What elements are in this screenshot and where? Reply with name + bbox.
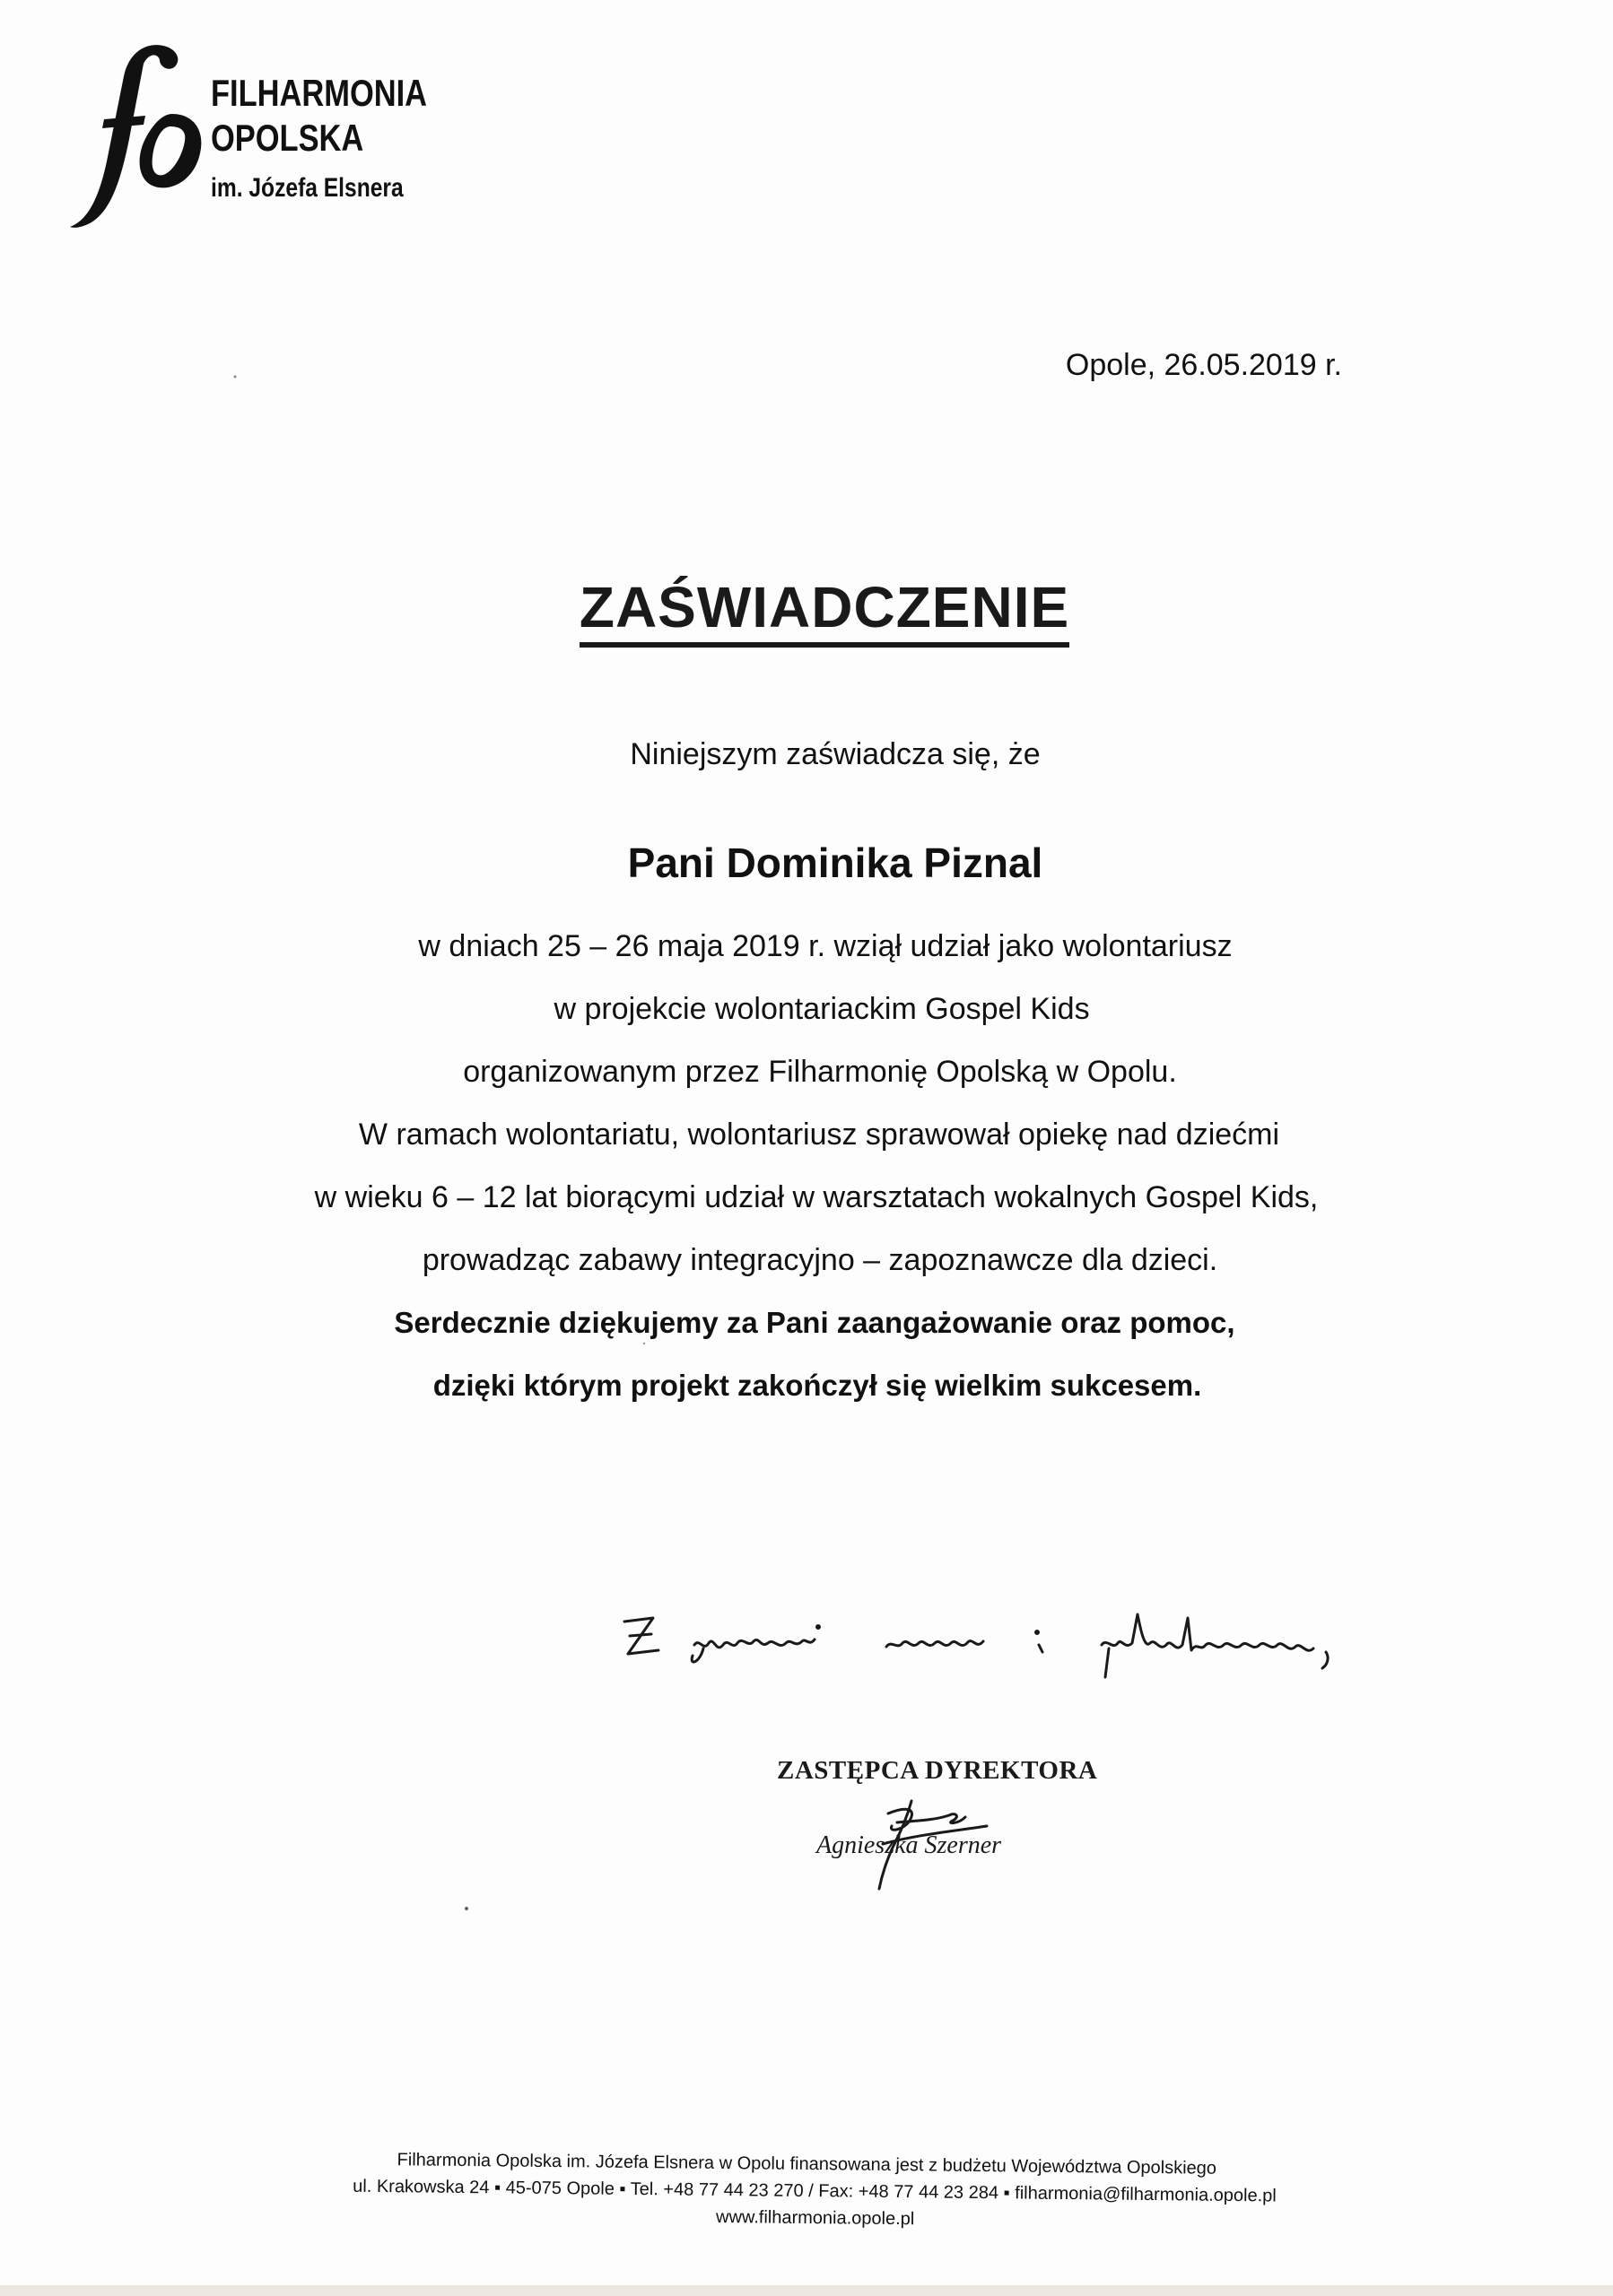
footer-line-website: www.filharmonia.opole.pl (715, 2206, 915, 2230)
footer (0, 2143, 1613, 2240)
handwritten-signature (852, 1758, 1014, 1892)
logo-text (211, 71, 475, 204)
logo-subline: im. Józefa Elsnera (211, 173, 404, 203)
body-line: W ramach wolontariatu, wolontariusz sprawował opiekę nad dziećmi (358, 1118, 1280, 1152)
intro-text: Niniejszym zaświadcza się, że (630, 737, 1041, 771)
handwritten-closing-note (617, 1605, 1407, 1704)
logo-line-1: FILHARMONIA (211, 72, 428, 114)
body-line: w dniach 25 – 26 maja 2019 r. wziął udział jako wolontariusz (418, 929, 1233, 963)
signature-title: ZASTĘPCA DYREKTORA (777, 1756, 1098, 1785)
body-line: w wieku 6 – 12 lat biorącymi udział w warsztatach wokalnych Gospel Kids, (314, 1180, 1319, 1214)
document-title-wrap (0, 574, 1613, 648)
body-line: prowadząc zabawy integracyjno – zapoznawcze dla dzieci. (422, 1243, 1218, 1277)
body-line: w projekcie wolontariackim Gospel Kids (554, 992, 1090, 1026)
filharmonia-logo (54, 40, 431, 238)
fo-monogram-icon (54, 40, 211, 238)
logo-line-2: OPOLSKA (211, 117, 364, 159)
signatory-name: Agnieszka Szerner (816, 1831, 1002, 1859)
document-title: ZAŚWIADCZENIE (580, 574, 1069, 648)
certificate-body (0, 915, 1613, 1417)
recipient-name: Pani Dominika Piznal (627, 839, 1043, 886)
document-date: Opole, 26.05.2019 r. (1065, 348, 1342, 382)
body-line: organizowanym przez Filharmonię Opolską w Opolu. (463, 1055, 1177, 1089)
footer-line-contact: ul. Krakowska 24 ▪ 45-075 Opole ▪ Tel. +48 77 44 23 270 / Fax: +48 77 44 23 284 ▪ filharmonia@filharmonia.opole.pl (353, 2176, 1277, 2206)
footer-line-funding: Filharmonia Opolska im. Józefa Elsnera w Opolu finansowana jest z budżetu Województwa Opolskiego (397, 2150, 1217, 2179)
thanks-line: Serdecznie dziękujemy za Pani zaangażowanie oraz pomoc, (394, 1306, 1235, 1339)
thanks-line: dzięki którym projekt zakończył się wielkim sukcesem. (432, 1369, 1202, 1402)
